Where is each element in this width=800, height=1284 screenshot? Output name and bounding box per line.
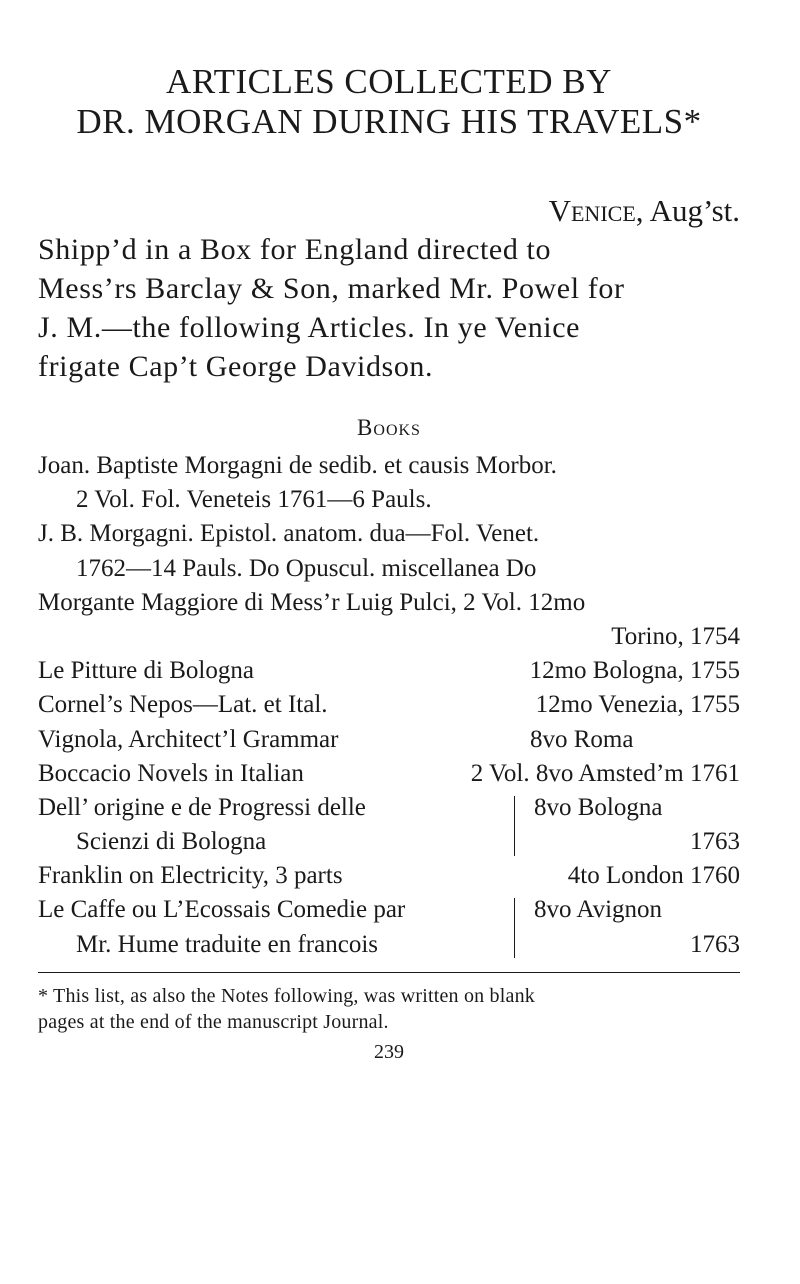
book-entry-publication: 12mo Bologna, 1755 xyxy=(529,657,740,685)
page-title xyxy=(38,62,740,142)
list-item xyxy=(38,893,740,927)
book-entry-text: J. B. Morgagni. Epistol. anatom. dua—Fol. Venet. xyxy=(38,520,540,548)
book-entry-text: Joan. Baptiste Morgagni de sedib. et causis Morbor. xyxy=(38,452,557,479)
intro-line: J. M.—the following Articles. In ye Venice xyxy=(38,311,581,344)
books-heading: Books xyxy=(357,415,421,440)
book-entry-publication: 8vo Bologna xyxy=(534,793,663,821)
book-entry-text: Morgante Maggiore di Mess’r Luig Pulci, 2 Vol. 12mo xyxy=(38,588,586,616)
book-entry-title: Cornel’s Nepos—Lat. et Ital. xyxy=(38,691,328,719)
intro-line: Mess’rs Barclay & Son, marked Mr. Powel for xyxy=(38,272,625,305)
footnote xyxy=(38,983,740,1035)
footnote-line: * This list, as also the Notes following, was written on blank xyxy=(38,984,535,1007)
book-entry-year: 1763 xyxy=(690,930,740,958)
intro-line: frigate Cap’t George Davidson. xyxy=(38,350,434,383)
title-line-1: ARTICLES COLLECTED BY xyxy=(166,62,612,101)
footnote-line: pages at the end of the manuscript Journal. xyxy=(38,1010,389,1033)
book-entry-text: 1762—14 Pauls. Do Opuscul. miscellanea Do xyxy=(76,554,537,582)
list-item xyxy=(38,723,740,757)
dateline-date: Aug’st. xyxy=(649,193,740,228)
book-entry-publication: 2 Vol. 8vo Amsted’m 1761 xyxy=(470,759,740,787)
list-item xyxy=(38,586,740,620)
book-entry-publication: Torino, 1754 xyxy=(611,622,740,650)
list-item xyxy=(38,552,740,586)
book-entry-title: Franklin on Electricity, 3 parts xyxy=(38,862,343,890)
book-entry-text: 2 Vol. Fol. Veneteis 1761—6 Pauls. xyxy=(76,486,432,514)
book-entry-title: Mr. Hume traduite en francois xyxy=(76,930,378,958)
book-entry-title: Le Caffe ou L’Ecossais Comedie par xyxy=(38,896,406,924)
book-entry-publication: 4to London 1760 xyxy=(567,862,740,890)
book-entry-title: Boccacio Novels in Italian xyxy=(38,759,304,787)
list-item xyxy=(38,791,740,825)
list-item xyxy=(38,517,740,551)
book-entry-publication: 12mo Venezia, 1755 xyxy=(535,691,740,719)
list-item xyxy=(38,449,740,483)
book-entry-title: Vignola, Architect’l Grammar xyxy=(38,725,339,753)
list-item xyxy=(38,654,740,688)
intro-paragraph xyxy=(38,230,740,386)
list-item xyxy=(38,928,740,962)
book-entry-publication: 8vo Roma xyxy=(530,725,634,753)
page-number: 239 xyxy=(374,1040,404,1063)
list-item xyxy=(38,620,740,654)
title-line-2: DR. MORGAN DURING HIS TRAVELS* xyxy=(76,102,702,141)
book-entry-title: Scienzi di Bologna xyxy=(76,828,267,856)
dateline-place: Venice, xyxy=(548,193,644,228)
list-item xyxy=(38,825,740,859)
list-item xyxy=(38,688,740,722)
list-item xyxy=(38,859,740,893)
footnote-divider xyxy=(38,972,740,973)
book-entry-year: 1763 xyxy=(690,828,740,856)
books-list xyxy=(38,449,740,962)
list-item xyxy=(38,483,740,517)
book-entry-title: Dell’ origine e de Progressi delle xyxy=(38,793,366,821)
book-entry-publication: 8vo Avignon xyxy=(534,896,663,924)
dateline xyxy=(38,192,740,230)
intro-line: Shipp’d in a Box for England directed to xyxy=(38,233,552,266)
document-page xyxy=(38,62,740,1064)
book-entry-title: Le Pitture di Bologna xyxy=(38,657,254,685)
list-item xyxy=(38,757,740,791)
